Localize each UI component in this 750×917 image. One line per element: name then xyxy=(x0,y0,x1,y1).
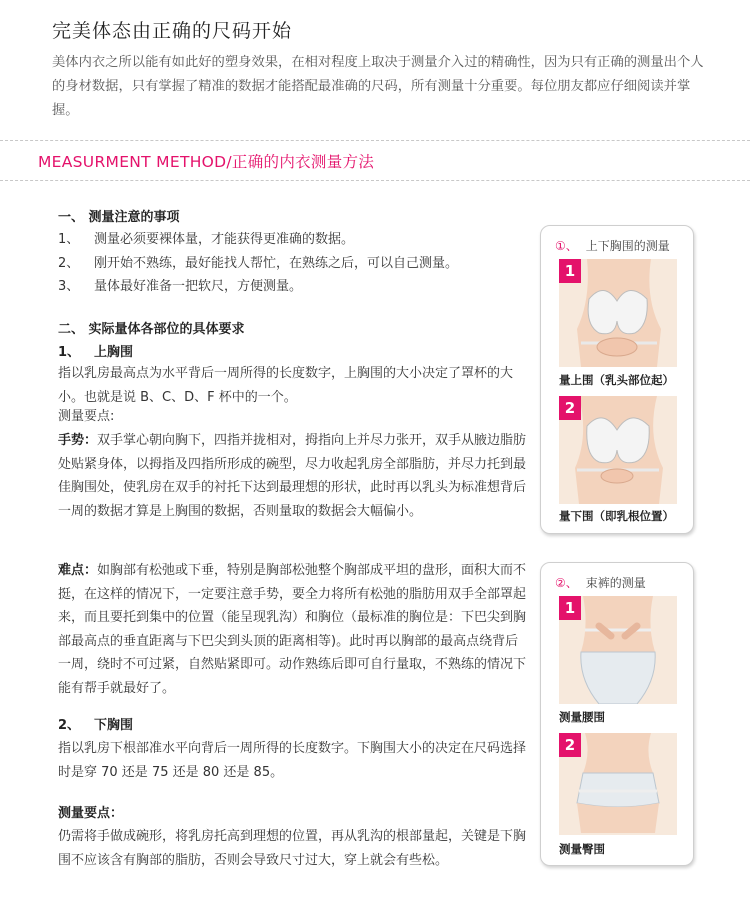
waist-caption: 测量腰围 xyxy=(559,710,605,724)
sub-heading-under-bust: 2、 下胸围 xyxy=(58,718,134,733)
sub-heading-upper-bust: 1、 上胸围 xyxy=(58,345,134,360)
intro-paragraph: 美体内衣之所以能有如此好的塑身效果，在相对程度上取决于测量介入过的精确性，因为只有正确的测量出个人的身材数据，只有掌握了精准的数据才能搭配最准确的尺码，所有测量十分重要。每位朋友都应仔细阅读并掌握。 xyxy=(52,55,704,118)
step-badge: 2 xyxy=(559,733,581,757)
pants-measure-card xyxy=(540,562,694,866)
part2-heading: 二、 实际量体各部位的具体要求 xyxy=(58,322,245,337)
under-bust-caption: 量下围（即乳根位置） xyxy=(559,509,674,523)
waist-photo xyxy=(559,596,677,704)
card2-title: ②、 束裤的测量 xyxy=(555,576,646,590)
under-bust-photo xyxy=(559,396,677,504)
bust-measure-card xyxy=(540,225,694,534)
difficulty-paragraph: 难点：如胸部有松弛或下垂，特别是胸部松弛整个胸部成平坦的盘形，面积大而不挺，在这样的情况下，一定要注意手势，要全力将所有松弛的脂肪用双手全部罩起来，而且要托到集中的位置（能呈现乳沟）和胸位（最标准的胸位是：下巴尖到胸部最高点的垂直距离与下巴尖到头顶的距离相等)。此时再以胸部的最高点绕背后一周，绕时不可过紧，自然贴紧即可。动作熟练后即可自行量取，不熟练的情况下能有帮手就最好了。 xyxy=(58,563,527,696)
page-title: 完美体态由正确的尺码开始 xyxy=(52,20,293,42)
step-badge: 1 xyxy=(559,596,581,620)
part1-list xyxy=(58,228,458,299)
gesture-paragraph: 手势：双手掌心朝向胸下，四指并拢相对，拇指向上并尽力张开，双手从腋边脂肪处贴紧身体，以拇指及四指所形成的碗型，尽力收起乳房全部脂肪，并尽力托到最佳胸围处，使乳房在双手的衬托下达到最理想的形状，此时再以乳头为标准想背后一周的数据才算是上胸围的数据，否则量取的数据会大幅偏小。 xyxy=(58,433,527,519)
upper-bust-caption: 量上围（乳头部位起） xyxy=(559,373,674,387)
points2-label: 测量要点： xyxy=(58,806,124,821)
list-item: 3、 量体最好准备一把软尺，方便测量。 xyxy=(58,279,303,294)
under-bust-points: 仍需将手做成碗形，将乳房托高到理想的位置，再从乳沟的根部量起，关键是下胸围不应该含有胸部的脂肪，否则会导致尺寸过大，穿上就会有些松。 xyxy=(58,829,527,868)
upper-bust-definition: 指以乳房最高点为水平背后一周所得的长度数字，上胸围的大小决定了罩杯的大小。也就是说 B、C、D、F 杯中的一个。 xyxy=(58,366,514,405)
list-item: 1、 测量必须要裸体量，才能获得更准确的数据。 xyxy=(58,232,355,247)
upper-bust-photo xyxy=(559,259,677,367)
points-label: 测量要点: xyxy=(58,409,115,424)
under-bust-definition: 指以乳房下根部准水平向背后一周所得的长度数字。下胸围大小的决定在尺码选择时是穿 70 还是 75 还是 80 还是 85。 xyxy=(58,741,527,780)
hip-caption: 测量臀围 xyxy=(559,842,605,856)
part1-heading: 一、 测量注意的事项 xyxy=(58,210,180,225)
divider-bottom xyxy=(0,180,750,181)
card1-title: ①、 上下胸围的测量 xyxy=(555,239,670,253)
hip-photo xyxy=(559,733,677,835)
section-title: MEASURMENT METHOD/正确的内衣测量方法 xyxy=(38,153,375,171)
step-badge: 2 xyxy=(559,396,581,420)
list-item: 2、 刚开始不熟练，最好能找人帮忙，在熟练之后，可以自己测量。 xyxy=(58,255,459,271)
divider-top xyxy=(0,140,750,141)
step-badge: 1 xyxy=(559,259,581,283)
